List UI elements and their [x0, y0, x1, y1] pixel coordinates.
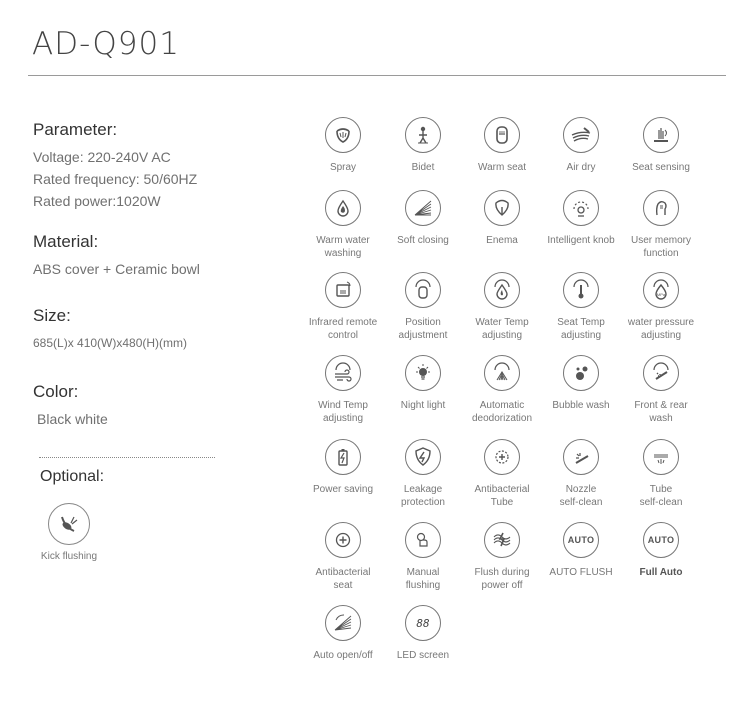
auto-flush-icon [563, 522, 599, 558]
user-memory-icon [643, 190, 679, 226]
leakage-shield-icon [405, 439, 441, 475]
battery-icon [325, 439, 361, 475]
feature-label [303, 161, 383, 174]
icon-badge-text: AUTO [567, 535, 595, 545]
feature-label-line-1: Warm water [316, 235, 370, 246]
material-section [33, 232, 293, 280]
feature-label [621, 566, 701, 579]
feature-label [303, 649, 383, 662]
feature-label [383, 316, 463, 342]
feature-label [383, 566, 463, 592]
manual-flush-icon [405, 522, 441, 558]
full-auto-icon [643, 522, 679, 558]
feature-label-line-1: Manual [406, 567, 440, 578]
color-section [33, 382, 293, 430]
water-temp-icon [484, 272, 520, 308]
feature-label-line-2: washing [324, 248, 362, 259]
feature-label-line-2: self-clean [639, 497, 683, 508]
auto-open-icon [325, 605, 361, 641]
feature-label-line-2: adjusting [640, 330, 682, 341]
size-heading: Size: [33, 306, 71, 325]
power-line: Rated power:1020W [33, 193, 161, 209]
feature-label [621, 234, 701, 260]
feature-label [462, 399, 542, 425]
feature-item [303, 272, 383, 342]
antibacterial-tube-icon [484, 439, 520, 475]
feature-label [303, 483, 383, 496]
frequency-line: Rated frequency: 50/60HZ [33, 171, 198, 187]
nozzle-clean-icon [563, 439, 599, 475]
icon-badge-text: AUTO [647, 535, 675, 545]
feature-label-line-1: Soft closing [397, 235, 449, 246]
parameter-heading: Parameter: [33, 120, 118, 139]
feature-label-line-1: Enema [486, 235, 518, 246]
feature-item [303, 439, 383, 496]
feature-item [303, 190, 383, 260]
feature-label-line-1: Intelligent knob [547, 235, 615, 246]
feature-label-line-1: Automatic [479, 400, 525, 411]
feature-label-line-1: Warm seat [478, 162, 526, 173]
feature-label [383, 483, 463, 509]
feature-item [383, 272, 463, 342]
feature-label [383, 399, 463, 412]
feature-label-line-2: function [643, 248, 679, 259]
feature-item [383, 355, 463, 412]
feature-label-line-1: Bidet [411, 162, 435, 173]
led-screen-icon [405, 605, 441, 641]
feature-item [621, 190, 701, 260]
kick-flushing-label: Kick flushing [40, 551, 98, 562]
feature-label-line-1: Antibacterial [474, 484, 530, 495]
feature-label-line-1: AUTO FLUSH [549, 567, 613, 578]
feature-item [383, 522, 463, 592]
size-value: 685(L)x 410(W)x480(H)(mm) [33, 336, 188, 350]
optional-divider [39, 457, 215, 458]
air-dry-icon [563, 117, 599, 153]
feature-label-line-1: Infrared remote [308, 317, 378, 328]
optional-heading: Optional: [40, 468, 105, 485]
feature-item [621, 355, 701, 425]
feature-label-line-2: seat [333, 580, 353, 591]
page-title: AD-Q901 [32, 26, 180, 62]
feature-label [303, 316, 383, 342]
bubble-wash-icon [563, 355, 599, 391]
size-section [33, 306, 293, 354]
feature-item [541, 272, 621, 342]
enema-icon [484, 190, 520, 226]
feature-label-line-2: wash [649, 413, 673, 424]
feature-label-line-1: Leakage [403, 484, 443, 495]
feature-label [383, 161, 463, 174]
flush-power-off-icon [484, 522, 520, 558]
feature-label-line-2: adjustment [398, 330, 448, 341]
feature-label-line-2: flushing [405, 580, 441, 591]
feature-item [541, 355, 621, 412]
feature-label [621, 399, 701, 425]
feature-label-line-1: Air dry [566, 162, 596, 173]
color-value: Black white [37, 411, 108, 427]
front-rear-wash-icon [643, 355, 679, 391]
feature-item [383, 605, 463, 662]
feature-item [462, 522, 542, 592]
water-pressure-icon [643, 272, 679, 308]
feature-label-line-2: Tube [490, 497, 514, 508]
feature-label-line-2: self-clean [559, 497, 603, 508]
feature-item [621, 272, 701, 342]
feature-label-line-1: Water Temp [475, 317, 529, 328]
feature-item [383, 117, 463, 174]
feature-label-line-1: Antibacterial [315, 567, 371, 578]
feature-label [303, 566, 383, 592]
feature-label-line-2: protection [401, 497, 445, 508]
position-icon [405, 272, 441, 308]
night-light-icon [405, 355, 441, 391]
feature-label-line-1: Night light [400, 400, 446, 411]
feature-item [621, 439, 701, 509]
kick-flush-icon [48, 503, 90, 545]
material-value: ABS cover + Ceramic bowl [33, 261, 200, 277]
feature-label-line-1: Front & rear [634, 400, 688, 411]
feature-label-line-1: Flush during [474, 567, 530, 578]
feature-label [303, 399, 383, 425]
antibacterial-seat-icon [325, 522, 361, 558]
feature-label-line-1: Auto open/off [313, 650, 373, 661]
feature-item [383, 439, 463, 509]
feature-item [541, 117, 621, 174]
feature-item [303, 522, 383, 592]
feature-label [541, 161, 621, 174]
voltage-line: Voltage: 220-240V AC [33, 149, 171, 165]
feature-label [621, 483, 701, 509]
feature-item [541, 190, 621, 247]
feature-item [541, 522, 621, 579]
feature-label-line-2: control [327, 330, 358, 341]
feature-label-line-1: User memory [630, 235, 691, 246]
deodorization-icon [484, 355, 520, 391]
feature-label [621, 161, 701, 174]
warm-seat-icon [484, 117, 520, 153]
feature-label-line-1: Nozzle [565, 484, 597, 495]
feature-item [462, 439, 542, 509]
soft-closing-icon [405, 190, 441, 226]
title-divider [28, 75, 726, 76]
svg-text:MPa: MPa [656, 292, 666, 297]
feature-item [462, 355, 542, 425]
feature-label [462, 234, 542, 247]
feature-label-line-2: adjusting [560, 330, 602, 341]
feature-item [462, 190, 542, 247]
knob-icon [563, 190, 599, 226]
feature-label-line-1: LED screen [396, 650, 450, 661]
feature-label-line-1: Bubble wash [552, 400, 610, 411]
feature-label [383, 649, 463, 662]
feature-label-line-1: Spray [329, 162, 357, 173]
spec-panel [33, 120, 293, 450]
feature-item [303, 605, 383, 662]
remote-icon [325, 272, 361, 308]
feature-label-line-1: Tube [649, 484, 673, 495]
warm-water-icon [325, 190, 361, 226]
wind-temp-icon [325, 355, 361, 391]
feature-label [541, 316, 621, 342]
icon-badge-text: 88 [416, 616, 430, 630]
tube-clean-icon [643, 439, 679, 475]
feature-label-line-2: deodorization [471, 413, 533, 424]
feature-label-line-1: Wind Temp [318, 400, 368, 411]
feature-label-line-1: Power saving [312, 484, 374, 495]
material-heading: Material: [33, 232, 99, 251]
feature-item [462, 272, 542, 342]
feature-label [462, 161, 542, 174]
seat-sensing-icon [643, 117, 679, 153]
feature-label [462, 483, 542, 509]
feature-label [541, 234, 621, 247]
feature-item [621, 117, 701, 174]
feature-label-line-1: Seat Temp [557, 317, 605, 328]
feature-label-line-1: Full Auto [639, 567, 683, 578]
feature-item [383, 190, 463, 247]
feature-label [303, 234, 383, 260]
feature-item [621, 522, 701, 579]
feature-item [303, 117, 383, 174]
feature-label-line-1: Position [405, 317, 441, 328]
feature-item [541, 439, 621, 509]
seat-temp-icon [563, 272, 599, 308]
spray-icon [325, 117, 361, 153]
color-heading: Color: [33, 382, 79, 401]
feature-label-line-2: adjusting [322, 413, 364, 424]
feature-label-line-2: adjusting [481, 330, 523, 341]
feature-label [621, 316, 701, 342]
kick-flushing-feature [35, 503, 103, 562]
feature-label-line-2: power off [481, 580, 523, 591]
bidet-icon [405, 117, 441, 153]
feature-label [462, 316, 542, 342]
feature-item [462, 117, 542, 174]
feature-label-line-1: Seat sensing [632, 162, 690, 173]
feature-label [541, 566, 621, 579]
feature-label [383, 234, 463, 247]
parameter-section [33, 120, 293, 212]
feature-label [541, 399, 621, 412]
feature-label [541, 483, 621, 509]
feature-item [303, 355, 383, 425]
feature-label [462, 566, 542, 592]
feature-label-line-1: water pressure [627, 317, 695, 328]
